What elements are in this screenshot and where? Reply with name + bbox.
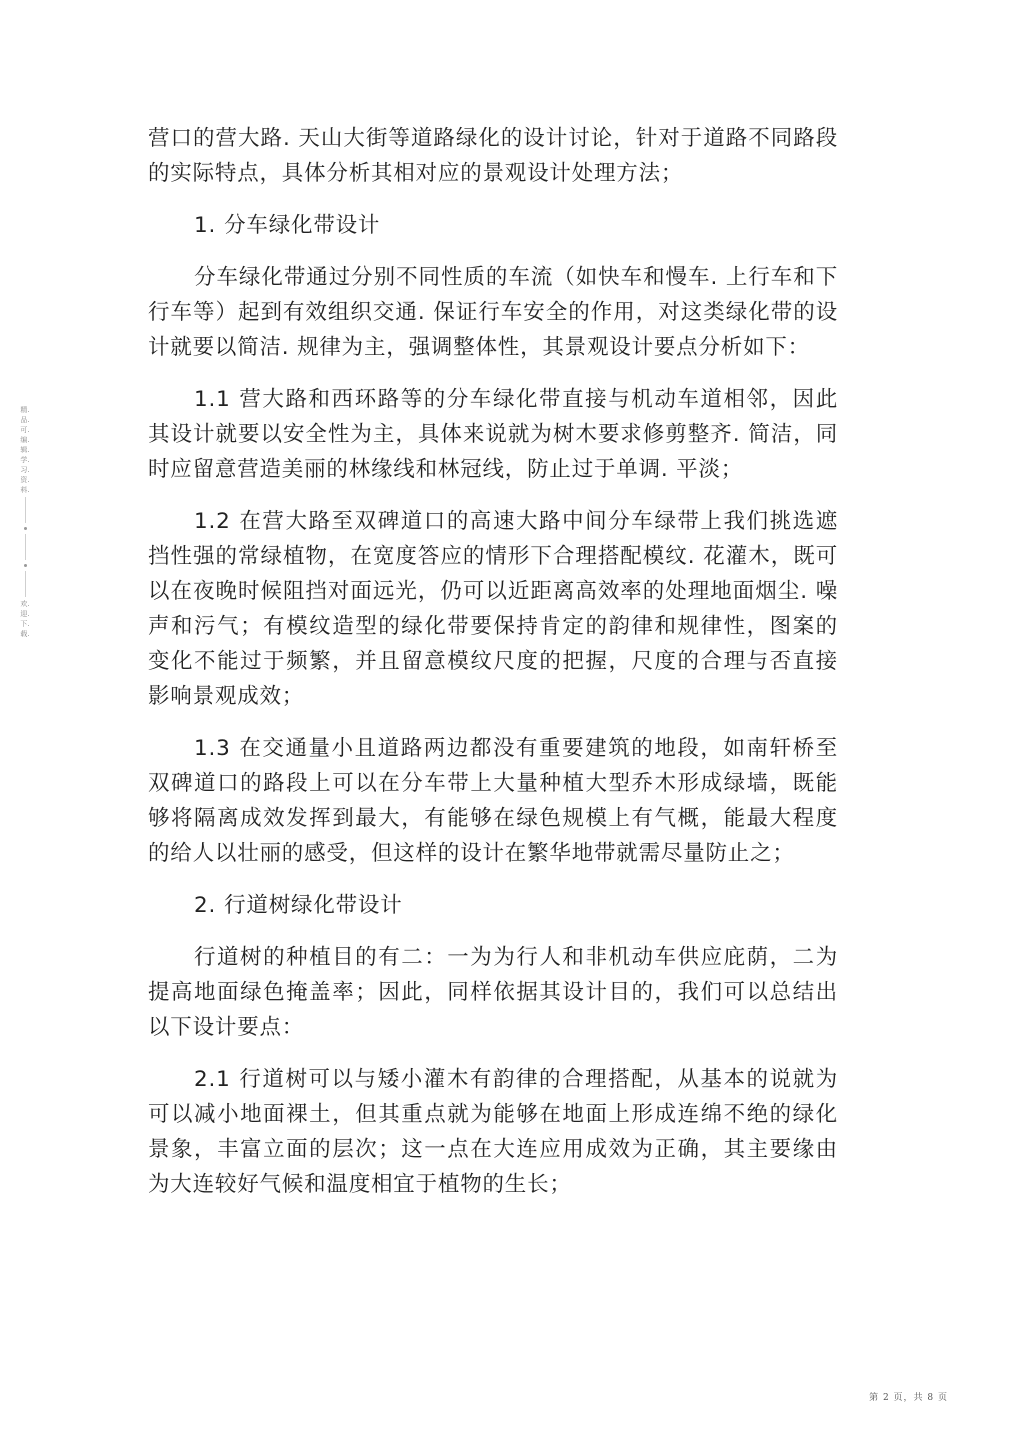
paragraph-text: 在营大路至双碑道口的高速大路中间分车绿带上我们挑选遮挡性强的常绿植物，在宽度答应的情形下合理搭配模纹. 花灌木，既可以在夜晚时候阻挡对面远光，仍可以近距离高效率的处理地面烟尘. 噪声和污气；有模纹造型的绿化带要保持肯定的韵律和规律性，图案的变化不能过于频繁，并且留意模纹尺度的把握，尺度的合理与否直接影响景观成效； — [148, 509, 838, 709]
paragraph-text: 行道树可以与矮小灌木有韵律的合理搭配，从基本的说就为可以减小地面裸土，但其重点就为能够在地面上形成连绵不绝的绿化景象，丰富立面的层次；这一点在大连应用成效为正确，其主要缘由为大连较好气候和温度相宜于植物的生长； — [148, 1067, 838, 1197]
section-heading — [148, 888, 838, 923]
numbered-paragraph — [148, 1062, 838, 1202]
section-title: 分车绿化带设计 — [224, 213, 381, 238]
numbered-paragraph — [148, 504, 838, 714]
margin-watermark-text-1: 精.品.可.编.辑.学.习.资.料. — [20, 406, 30, 494]
section-title: 行道树绿化带设计 — [224, 893, 403, 918]
section-number: 1. — [194, 213, 217, 238]
margin-dot — [24, 527, 27, 530]
margin-rule — [25, 497, 26, 523]
paragraph-text: 行道树的种植目的有二：一为为行人和非机动车供应庇荫，二为提高地面绿色掩盖率；因此，同样依据其设计目的，我们可以总结出以下设计要点： — [148, 945, 838, 1040]
numbered-paragraph — [148, 382, 838, 487]
margin-watermark-text-2: 欢.迎.下.载. — [20, 600, 30, 638]
item-number: 2.1 — [194, 1067, 231, 1092]
paragraph-text: 营口的营大路. 天山大街等道路绿化的设计讨论，针对于道路不同路段的实际特点，具体分析其相对应的景观设计处理方法； — [148, 126, 838, 186]
margin-dot — [24, 564, 27, 567]
body-text — [148, 121, 838, 1219]
section-number: 2. — [194, 893, 217, 918]
page-number: 第 2 页，共 8 页 — [869, 1393, 948, 1403]
item-number: 1.1 — [194, 387, 231, 412]
paragraph-text: 分车绿化带通过分别不同性质的车流（如快车和慢车. 上行车和下行车等）起到有效组织交通. 保证行车安全的作用，对这类绿化带的设计就要以简洁. 规律为主，强调整体性，其景观设计要点分析如下： — [148, 265, 838, 360]
paragraph-text: 在交通量小且道路两边都没有重要建筑的地段，如南轩桥至双碑道口的路段上可以在分车带上大量种植大型乔木形成绿墙，既能够将隔离成效发挥到最大，有能够在绿色规模上有气概，能最大程度的给人以壮丽的感受，但这样的设计在繁华地带就需尽量防止之； — [148, 736, 838, 866]
section-heading — [148, 208, 838, 243]
margin-rule — [25, 534, 26, 560]
paragraph-text: 营大路和西环路等的分车绿化带直接与机动车道相邻，因此其设计就要以安全性为主，具体来说就为树木要求修剪整齐. 简洁，同时应留意营造美丽的林缘线和林冠线，防止过于单调. 平淡； — [148, 387, 838, 482]
paragraph — [148, 260, 838, 365]
numbered-paragraph — [148, 731, 838, 871]
margin-watermark — [19, 405, 31, 639]
item-number: 1.3 — [194, 736, 231, 761]
margin-rule — [25, 571, 26, 597]
item-number: 1.2 — [194, 509, 231, 534]
paragraph — [148, 121, 838, 191]
paragraph — [148, 940, 838, 1045]
